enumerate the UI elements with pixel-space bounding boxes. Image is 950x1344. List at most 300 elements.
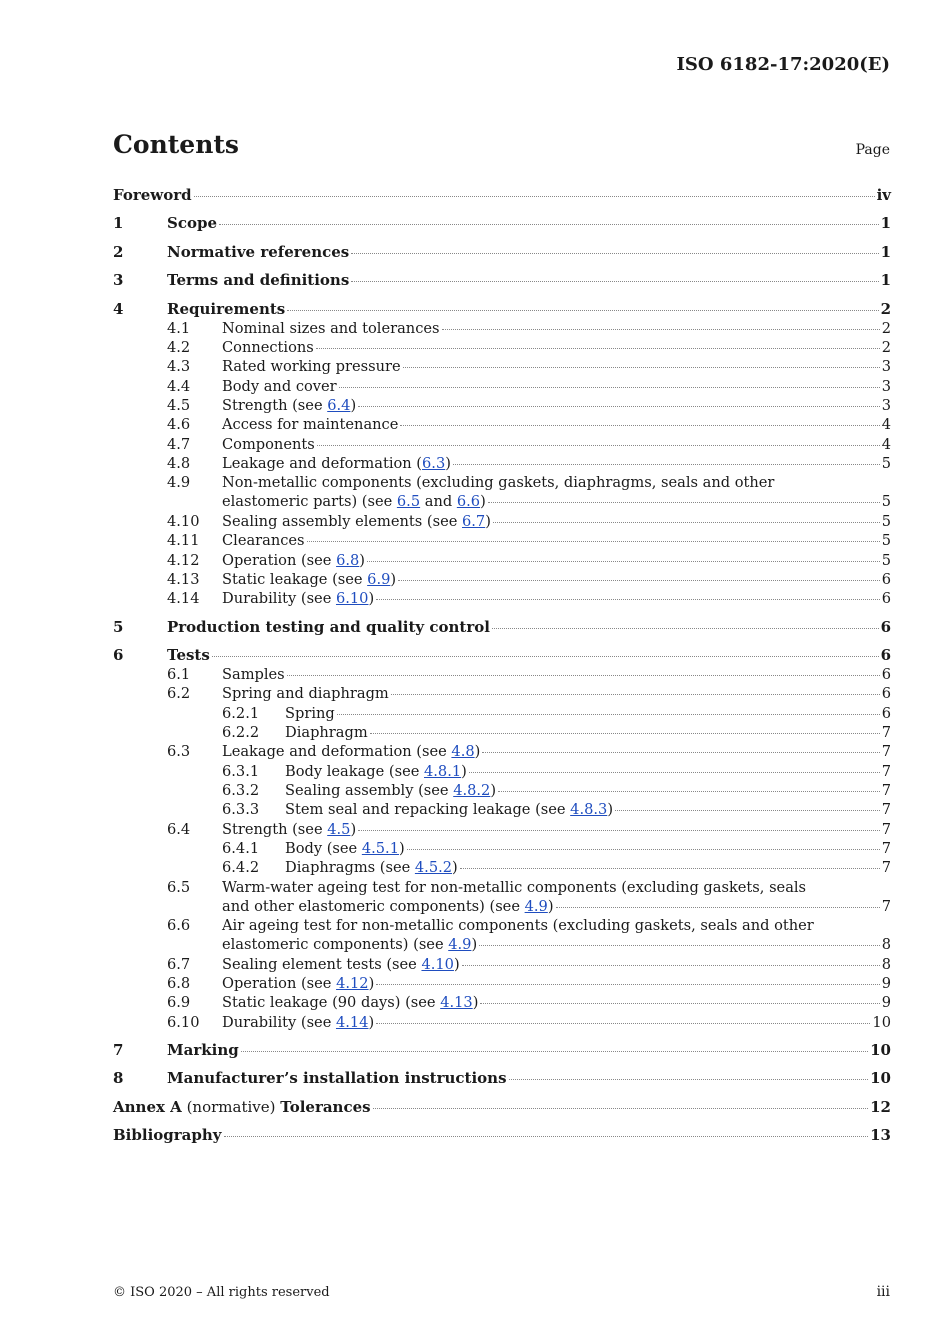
- toc-entry[interactable]: [113, 570, 891, 589]
- toc-page-number: 7: [881, 782, 891, 799]
- toc-entry-text: Durability (see: [222, 1014, 336, 1031]
- toc-page-number: 5: [881, 513, 891, 530]
- dot-leader: [287, 310, 878, 311]
- toc-entry[interactable]: [113, 878, 891, 897]
- toc-entry-text: ): [368, 1014, 375, 1031]
- toc-entry-number: 4.3: [167, 358, 191, 375]
- toc-page-number: 10: [870, 1041, 891, 1059]
- toc-entry[interactable]: [113, 243, 891, 262]
- toc-entry-number: 6.6: [167, 917, 191, 934]
- cross-reference-link[interactable]: 4.12: [336, 975, 369, 992]
- toc-entry[interactable]: [113, 435, 891, 454]
- toc-entry[interactable]: [113, 839, 891, 858]
- dot-leader: [241, 1051, 868, 1052]
- toc-entry-title: [222, 396, 356, 415]
- toc-page-number: 8: [881, 956, 891, 973]
- toc-entry[interactable]: [113, 800, 891, 819]
- toc-entry[interactable]: [113, 955, 891, 974]
- dot-leader: [287, 675, 880, 676]
- toc-page-number: 7: [881, 898, 891, 915]
- toc-entry-title: [222, 454, 451, 473]
- toc-page-number: 6: [881, 590, 891, 607]
- toc-entry[interactable]: [113, 186, 891, 205]
- cross-reference-link[interactable]: 4.5.2: [414, 859, 453, 876]
- toc-entry-number: 4.13: [167, 571, 200, 588]
- toc-entry-text: Terms and definitions: [167, 271, 350, 289]
- cross-reference-link[interactable]: 6.8: [336, 552, 360, 569]
- toc-entry-text: Static leakage (see: [222, 571, 368, 588]
- toc-page-number: 7: [881, 724, 891, 741]
- toc-page-number: 6: [881, 666, 891, 683]
- toc-entry[interactable]: [113, 723, 891, 742]
- toc-entry-title: [285, 839, 405, 858]
- toc-entry-title: [222, 531, 305, 550]
- toc-entry[interactable]: [113, 357, 891, 376]
- toc-entry[interactable]: [113, 684, 891, 703]
- toc-entry-number: 6.10: [167, 1014, 200, 1031]
- toc-entry-number: 4.1: [167, 320, 191, 337]
- toc-entry[interactable]: [113, 1069, 891, 1088]
- toc-entry-title: [222, 357, 401, 376]
- toc-entry-text: Connections: [222, 339, 314, 356]
- toc-entry-text: Normative references: [167, 243, 350, 261]
- toc-entry[interactable]: [113, 1041, 891, 1060]
- dot-leader: [376, 1023, 870, 1024]
- dot-leader: [482, 752, 879, 753]
- toc-entry-text: Marking: [167, 1041, 239, 1059]
- toc-entry[interactable]: [113, 1013, 891, 1032]
- toc-entry-text: Components: [222, 436, 315, 453]
- toc-page-number: 7: [881, 840, 891, 857]
- toc-entry-number: 1: [113, 214, 124, 232]
- footer-page-number: iii: [876, 1284, 890, 1300]
- toc-page-number: 6: [880, 646, 891, 664]
- cross-reference-link[interactable]: 6.10: [335, 590, 369, 607]
- toc-page-number: 7: [881, 763, 891, 780]
- toc-entry-number: 6.2.2: [222, 724, 260, 741]
- toc-entry[interactable]: [113, 300, 891, 319]
- cross-reference-link[interactable]: 4.14: [335, 1014, 369, 1031]
- cross-reference-link[interactable]: 4.5: [327, 821, 351, 838]
- toc-entry[interactable]: [113, 1098, 891, 1117]
- toc-entry-number: 4.4: [167, 378, 191, 395]
- toc-entry-title: [113, 1126, 222, 1145]
- dot-leader: [498, 791, 880, 792]
- toc-entry-text: Bibliography: [113, 1126, 222, 1144]
- toc-entry-title-continued: [222, 935, 477, 954]
- table-of-contents: [113, 0, 891, 1344]
- toc-entry-text: ): [452, 859, 458, 876]
- toc-entry-text: Foreword: [113, 186, 192, 204]
- toc-entry-title: [222, 551, 365, 570]
- toc-entry-title: [167, 243, 349, 262]
- cross-reference-link[interactable]: 4.9: [524, 898, 548, 915]
- toc-entry-number: 6.2.1: [222, 705, 260, 722]
- cross-reference-link[interactable]: 6.5: [396, 493, 421, 510]
- toc-entry-title: [167, 1069, 507, 1088]
- cross-reference-link[interactable]: 6.4: [327, 397, 351, 414]
- toc-page-number: 6: [881, 571, 891, 588]
- toc-entry-text: ): [607, 801, 614, 818]
- toc-page-number: 6: [881, 705, 891, 722]
- toc-entry-title: [222, 878, 806, 897]
- toc-entry-continuation[interactable]: [222, 897, 891, 916]
- toc-entry-title: [222, 377, 337, 396]
- dot-leader: [316, 348, 880, 349]
- dot-leader: [462, 965, 880, 966]
- toc-entry[interactable]: [113, 551, 891, 570]
- page-column-label: Page: [855, 142, 890, 158]
- toc-entry[interactable]: [113, 319, 891, 338]
- toc-entry-text: Leakage and deformation (see: [222, 743, 452, 760]
- toc-entry-title: [222, 993, 478, 1012]
- toc-entry-text: Body and cover: [222, 378, 337, 395]
- toc-entry-number: 6.8: [167, 975, 191, 992]
- toc-entry-text: Nominal sizes and tolerances: [222, 320, 440, 337]
- toc-entry-number: 6.4: [167, 821, 191, 838]
- toc-entry-text: Static leakage (90 days) (see: [222, 994, 441, 1011]
- toc-entry[interactable]: [113, 742, 891, 761]
- toc-entry-number: 3: [113, 271, 124, 289]
- toc-entry-title: [167, 618, 490, 637]
- toc-entry-text: Tolerances: [280, 1098, 371, 1116]
- toc-entry-title: [222, 665, 285, 684]
- cross-reference-link[interactable]: 4.5.1: [361, 840, 399, 857]
- dot-leader: [442, 329, 880, 330]
- toc-entry-number: 7: [113, 1041, 124, 1059]
- toc-entry-text: Scope: [167, 214, 218, 232]
- toc-entry-number: 5: [113, 618, 124, 636]
- toc-entry-text: Non-metallic components (excluding gaskets, diaphragms, seals and other: [222, 474, 775, 491]
- toc-entry-number: 4: [113, 300, 124, 318]
- cross-reference-link[interactable]: 6.6: [456, 493, 481, 510]
- toc-entry-title: [222, 820, 356, 839]
- toc-entry-text: Operation (see: [222, 975, 337, 992]
- toc-page-number: 6: [880, 618, 891, 636]
- dot-leader: [479, 945, 880, 946]
- toc-page-number: 5: [881, 532, 891, 549]
- toc-entry-text: ): [472, 994, 479, 1011]
- toc-entry-text: Air ageing test for non-metallic components (excluding gaskets, seals and other: [222, 917, 814, 934]
- toc-entry-number: 6.4.1: [222, 840, 260, 857]
- toc-page-number: 3: [881, 397, 891, 414]
- toc-entry-text: Body leakage (see: [285, 763, 424, 780]
- toc-page-number: 1: [880, 243, 891, 261]
- toc-entry-number: 4.6: [167, 416, 191, 433]
- dot-leader: [398, 580, 880, 581]
- toc-entry-text: Operation (see: [222, 552, 337, 569]
- toc-entry-title: [222, 974, 374, 993]
- toc-entry-text: (normative): [181, 1098, 281, 1116]
- toc-entry-text: ): [471, 936, 478, 953]
- toc-page-number: 3: [881, 358, 891, 375]
- toc-entry[interactable]: [113, 473, 891, 492]
- dot-leader: [492, 628, 879, 629]
- toc-page-number: 2: [881, 339, 891, 356]
- toc-entry[interactable]: [113, 820, 891, 839]
- toc-entry-text: Sealing assembly (see: [285, 782, 454, 799]
- toc-entry-text: Body (see: [285, 840, 362, 857]
- toc-page-number: 7: [881, 743, 891, 760]
- toc-entry-title: [222, 415, 398, 434]
- toc-entry-title: [167, 271, 349, 290]
- toc-entry-title: [222, 473, 774, 492]
- toc-entry[interactable]: [113, 618, 891, 637]
- toc-entry-number: 6.9: [167, 994, 191, 1011]
- toc-entry-text: Stem seal and repacking leakage (see: [285, 801, 571, 818]
- contents-title: Contents: [113, 130, 240, 159]
- toc-entry-title: [222, 319, 440, 338]
- toc-page-number: 12: [870, 1098, 891, 1116]
- toc-entry-text: Strength (see: [222, 397, 328, 414]
- toc-entry-title: [167, 646, 210, 665]
- toc-entry-title: [222, 338, 314, 357]
- dot-leader: [337, 714, 880, 715]
- dot-leader: [358, 830, 880, 831]
- toc-entry-number: 4.2: [167, 339, 191, 356]
- toc-entry-number: 4.7: [167, 436, 191, 453]
- toc-entry[interactable]: [113, 271, 891, 290]
- toc-entry-text: Leakage and deformation (: [222, 455, 423, 472]
- cross-reference-link[interactable]: 6.7: [462, 513, 486, 530]
- cross-reference-link[interactable]: 4.8.3: [570, 801, 608, 818]
- toc-entry-title: [222, 435, 315, 454]
- toc-page-number: 9: [881, 975, 891, 992]
- toc-entry-text: ): [368, 590, 375, 607]
- toc-entry-number: 6.1: [167, 666, 191, 683]
- toc-entry-title-continued: [222, 897, 554, 916]
- toc-entry-number: 4.8: [167, 455, 191, 472]
- toc-entry-text: Sealing element tests (see: [222, 956, 422, 973]
- toc-entry-title: [167, 214, 217, 233]
- toc-entry-text: Clearances: [222, 532, 305, 549]
- dot-leader: [493, 522, 880, 523]
- toc-page-number: 5: [881, 455, 891, 472]
- dot-leader: [373, 1108, 869, 1109]
- toc-entry-title: [113, 1098, 371, 1117]
- document-id-header: ISO 6182-17:2020(E): [676, 54, 890, 75]
- toc-entry-text: Samples: [222, 666, 285, 683]
- toc-entry-title: [285, 723, 368, 742]
- toc-entry-text: ): [485, 513, 491, 530]
- toc-entry-text: ): [547, 898, 554, 915]
- toc-entry[interactable]: [113, 377, 891, 396]
- toc-entry-text: and other elastomeric components) (see: [222, 898, 525, 915]
- toc-entry-text: ): [398, 840, 405, 857]
- toc-entry-number: 2: [113, 243, 124, 261]
- toc-page-number: iv: [876, 186, 891, 204]
- toc-entry-text: Strength (see: [222, 821, 328, 838]
- dot-leader: [370, 733, 880, 734]
- toc-entry-number: 4.10: [167, 513, 200, 530]
- dot-leader: [224, 1136, 869, 1137]
- cross-reference-link[interactable]: 4.10: [421, 956, 454, 973]
- dot-leader: [317, 445, 880, 446]
- toc-page-number: 3: [881, 378, 891, 395]
- toc-entry-text: ): [368, 975, 375, 992]
- toc-entry-text: Durability (see: [222, 590, 336, 607]
- toc-entry-title: [113, 186, 192, 205]
- toc-page-number: 1: [880, 271, 891, 289]
- toc-page-number: 6: [881, 685, 891, 702]
- toc-entry-number: 6.5: [167, 879, 191, 896]
- toc-entry-text: ): [474, 743, 481, 760]
- toc-entry[interactable]: [113, 589, 891, 608]
- toc-entry-number: 6.2: [167, 685, 191, 702]
- toc-page-number: 4: [881, 436, 891, 453]
- toc-entry-title-continued: [222, 492, 486, 511]
- toc-entry-text: ): [350, 397, 357, 414]
- dot-leader: [219, 224, 879, 225]
- toc-entry-title: [285, 800, 613, 819]
- toc-entry-text: elastomeric components) (see: [222, 936, 449, 953]
- toc-entry-number: 4.12: [167, 552, 200, 569]
- toc-page-number: 1: [880, 214, 891, 232]
- toc-page-number: 8: [881, 936, 891, 953]
- cross-reference-link[interactable]: 4.8.1: [424, 763, 462, 780]
- toc-entry-number: 6.3.3: [222, 801, 260, 818]
- toc-entry-text: Spring: [285, 705, 335, 722]
- dot-leader: [351, 253, 878, 254]
- toc-entry-number: 4.5: [167, 397, 191, 414]
- toc-entry-number: 6.3.1: [222, 763, 260, 780]
- toc-entry-text: Diaphragms (see: [285, 859, 415, 876]
- toc-entry[interactable]: [113, 762, 891, 781]
- toc-entry-title: [285, 704, 335, 723]
- dot-leader: [488, 502, 880, 503]
- toc-entry-text: Warm-water ageing test for non-metallic components (excluding gaskets, seals: [222, 879, 807, 896]
- toc-entry-text: ): [359, 552, 365, 569]
- cross-reference-link[interactable]: 6.3: [422, 455, 446, 472]
- dot-leader: [403, 367, 880, 368]
- toc-entry-title: [222, 955, 460, 974]
- toc-entry-title: [222, 684, 389, 703]
- toc-page-number: 5: [881, 493, 891, 510]
- toc-entry-number: 4.9: [167, 474, 191, 491]
- toc-page-number: 13: [870, 1126, 891, 1144]
- toc-entry-number: 6.3: [167, 743, 191, 760]
- toc-page-number: 2: [880, 300, 891, 318]
- toc-entry-text: Access for maintenance: [222, 416, 399, 433]
- toc-page-number: 2: [881, 320, 891, 337]
- toc-entry-text: ): [390, 571, 397, 588]
- toc-entry-title: [285, 858, 458, 877]
- dot-leader: [376, 599, 880, 600]
- toc-entry-title: [222, 916, 814, 935]
- toc-entry-continuation[interactable]: [222, 935, 891, 954]
- toc-entry-text: and: [420, 493, 457, 510]
- toc-entry-number: 6: [113, 646, 124, 664]
- toc-entry-text: Tests: [167, 646, 210, 664]
- toc-entry-number: 6.7: [167, 956, 191, 973]
- toc-entry[interactable]: [113, 665, 891, 684]
- toc-entry-text: elastomeric parts) (see: [222, 493, 397, 510]
- toc-entry-text: ): [480, 493, 486, 510]
- toc-page-number: 5: [881, 552, 891, 569]
- toc-entry[interactable]: [113, 916, 891, 935]
- toc-entry[interactable]: [113, 858, 891, 877]
- dot-leader: [615, 810, 880, 811]
- toc-entry-text: Diaphragm: [285, 724, 368, 741]
- toc-entry[interactable]: [113, 704, 891, 723]
- dot-leader: [407, 849, 880, 850]
- toc-entry-text: Sealing assembly elements (see: [222, 513, 462, 530]
- toc-entry[interactable]: [113, 974, 891, 993]
- cross-reference-link[interactable]: 4.8: [451, 743, 475, 760]
- toc-entry-text: Manufacturer’s installation instructions: [167, 1069, 507, 1087]
- dot-leader: [391, 694, 880, 695]
- dot-leader: [480, 1003, 879, 1004]
- toc-entry-title: [285, 762, 467, 781]
- toc-entry-text: Spring and diaphragm: [222, 685, 389, 702]
- dot-leader: [509, 1079, 869, 1080]
- toc-entry-text: ): [490, 782, 497, 799]
- toc-entry-number: 8: [113, 1069, 124, 1087]
- cross-reference-link[interactable]: 4.13: [440, 994, 473, 1011]
- toc-entry-text: ): [350, 821, 357, 838]
- dot-leader: [194, 196, 875, 197]
- dot-leader: [358, 406, 880, 407]
- toc-entry[interactable]: [113, 454, 891, 473]
- toc-entry-title: [222, 570, 396, 589]
- toc-page-number: 10: [872, 1014, 891, 1031]
- dot-leader: [400, 425, 879, 426]
- toc-entry[interactable]: [113, 338, 891, 357]
- toc-entry[interactable]: [113, 396, 891, 415]
- toc-entry-number: 4.14: [167, 590, 200, 607]
- toc-entry[interactable]: [113, 1126, 891, 1145]
- toc-entry-title: [222, 1013, 374, 1032]
- cross-reference-link[interactable]: 6.9: [367, 571, 391, 588]
- copyright-footer: © ISO 2020 – All rights reserved: [113, 1285, 330, 1300]
- toc-entry[interactable]: [113, 646, 891, 665]
- toc-page-number: 7: [881, 801, 891, 818]
- toc-entry[interactable]: [113, 531, 891, 550]
- toc-entry[interactable]: [113, 214, 891, 233]
- toc-entry[interactable]: [113, 993, 891, 1012]
- toc-entry-continuation[interactable]: [222, 492, 891, 511]
- toc-entry-title: [167, 1041, 239, 1060]
- cross-reference-link[interactable]: 4.9: [448, 936, 472, 953]
- toc-entry-title: [222, 512, 491, 531]
- dot-leader: [556, 907, 880, 908]
- toc-entry-number: 6.3.2: [222, 782, 260, 799]
- dot-leader: [351, 281, 878, 282]
- toc-entry-text: ): [453, 956, 460, 973]
- toc-entry-text: Production testing and quality control: [167, 618, 490, 636]
- dot-leader: [453, 464, 880, 465]
- dot-leader: [212, 656, 879, 657]
- toc-page-number: 10: [870, 1069, 891, 1087]
- toc-page-number: 9: [881, 994, 891, 1011]
- toc-entry-number: 4.11: [167, 532, 200, 549]
- toc-entry-title: [222, 742, 480, 761]
- toc-page-number: 7: [881, 859, 891, 876]
- toc-entry-number: 6.4.2: [222, 859, 260, 876]
- toc-entry-text: Rated working pressure: [222, 358, 401, 375]
- toc-entry-text: Annex A: [113, 1098, 182, 1116]
- toc-page-number: 4: [881, 416, 891, 433]
- toc-entry[interactable]: [113, 512, 891, 531]
- toc-page-number: 7: [881, 821, 891, 838]
- toc-entry-text: ): [461, 763, 467, 780]
- toc-entry[interactable]: [113, 781, 891, 800]
- dot-leader: [307, 541, 880, 542]
- toc-entry-title: [285, 781, 496, 800]
- cross-reference-link[interactable]: 4.8.2: [453, 782, 491, 799]
- dot-leader: [376, 984, 879, 985]
- toc-entry[interactable]: [113, 415, 891, 434]
